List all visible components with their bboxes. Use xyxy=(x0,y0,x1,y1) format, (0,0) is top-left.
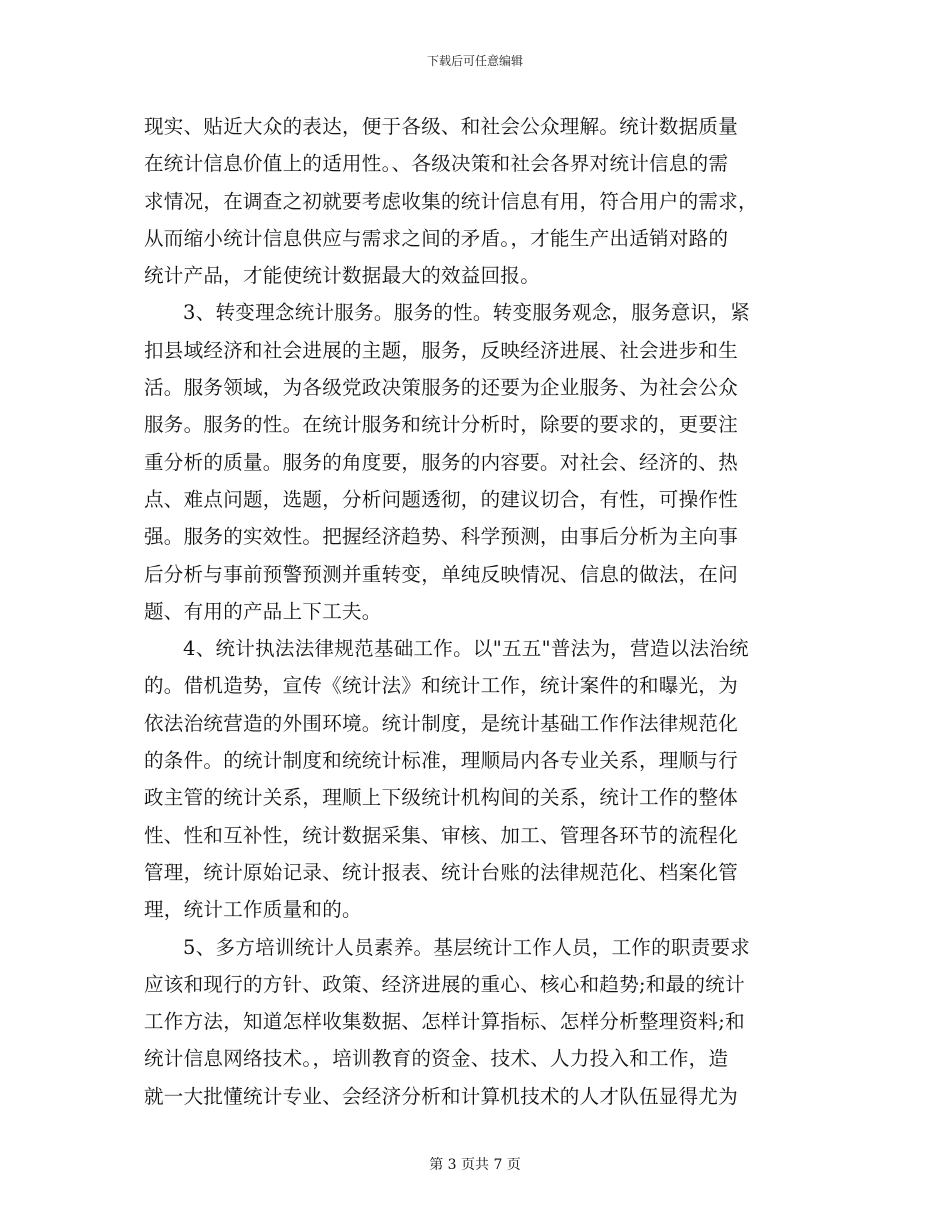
text-line: 点、难点问题，选题，分析问题透彻，的建议切合，有性，可操作性 xyxy=(144,487,739,511)
text-line: 的。借机造势，宣传《统计法》和统计工作，统计案件的和曝光，为 xyxy=(144,674,739,698)
text-line: 重分析的质量。服务的角度要，服务的内容要。对社会、经济的、热 xyxy=(144,450,739,474)
text-line: 就一大批懂统计专业、会经济分析和计算机技术的人才队伍显得尤为 xyxy=(144,1084,739,1108)
text-line: 统计信息网络技术。，培训教育的资金、技术、人力投入和工作，造 xyxy=(144,1047,729,1071)
paragraph-first-line: 3、转变理念统计服务。服务的性。转变服务观念，服务意识，紧 xyxy=(183,301,751,325)
text-line: 管理，统计原始记录、统计报表、统计台账的法律规范化、档案化管 xyxy=(144,860,739,884)
paragraph-first-line: 4、统计执法法律规范基础工作。以"五五"普法为，营造以法治统 xyxy=(183,637,749,661)
text-line: 应该和现行的方针、政策、经济进展的重心、核心和趋势;和最的统计 xyxy=(144,972,745,996)
text-line: 活。服务领域，为各级党政决策服务的还要为企业服务、为社会公众 xyxy=(144,376,739,400)
text-line: 强。服务的实效性。把握经济趋势、科学预测，由事后分析为主向事 xyxy=(144,525,739,549)
paragraph-first-line: 5、多方培训统计人员素养。基层统计工作人员，工作的职责要求 xyxy=(183,935,751,959)
text-line: 服务。服务的性。在统计服务和统计分析时，除要的要求的，更要注 xyxy=(144,413,739,437)
text-line: 扣县域经济和社会进展的主题，服务，反映经济进展、社会进步和生 xyxy=(144,338,739,362)
text-line: 政主管的统计关系，理顺上下级统计机构间的关系，统计工作的整体 xyxy=(144,786,739,810)
text-line: 从而缩小统计信息供应与需求之间的矛盾。，才能生产出适销对路的 xyxy=(144,226,729,250)
page-footer: 第 3 页共 7 页 xyxy=(429,1157,521,1173)
text-line: 性、性和互补性，统计数据采集、审核、加工、管理各环节的流程化 xyxy=(144,823,739,847)
text-line: 工作方法，知道怎样收集数据、怎样计算指标、怎样分析整理资料;和 xyxy=(144,1010,745,1034)
text-line: 题、有用的产品上下工夫。 xyxy=(144,599,382,623)
text-line: 的条件。的统计制度和统统计标准，理顺局内各专业关系，理顺与行 xyxy=(144,749,739,773)
text-line: 在统计信息价值上的适用性。、各级决策和社会各界对统计信息的需 xyxy=(144,152,729,176)
text-line: 求情况，在调查之初就要考虑收集的统计信息有用，符合用户的需求， xyxy=(144,189,758,213)
text-line: 统计产品，才能使统计数据最大的效益回报。 xyxy=(144,264,541,288)
text-line: 现实、贴近大众的表达，便于各级、和社会公众理解。统计数据质量 xyxy=(144,115,739,138)
text-line: 依法治统营造的外围环境。统计制度，是统计基础工作作法律规范化 xyxy=(144,711,739,735)
document-body xyxy=(144,108,806,1115)
text-line: 理，统计工作质量和的。 xyxy=(144,898,362,922)
text-line: 后分析与事前预警预测并重转变，单纯反映情况、信息的做法，在问 xyxy=(144,562,739,586)
page-header: 下载后可任意编辑 xyxy=(426,54,523,68)
